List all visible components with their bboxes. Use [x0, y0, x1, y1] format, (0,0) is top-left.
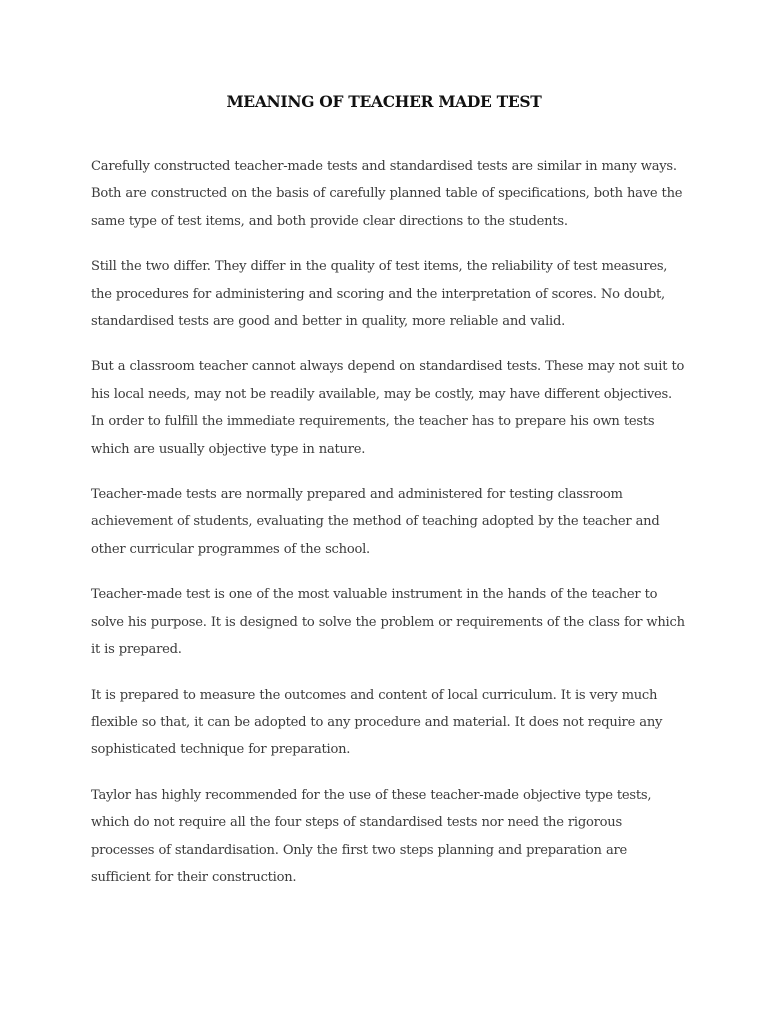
paragraph: [91, 682, 683, 764]
paragraph-line: standardised tests are good and better in quality, more reliable and valid.: [91, 314, 566, 330]
paragraph-line: which are usually objective type in nature.: [91, 441, 366, 457]
paragraph-line: the procedures for administering and scoring and the interpretation of scores. No doubt,: [91, 286, 665, 302]
paragraph-line: Both are constructed on the basis of carefully planned table of specifications, both have the: [91, 186, 683, 202]
document-body: [91, 153, 683, 909]
paragraph-line: Still the two differ. They differ in the quality of test items, the reliability of test measures,: [91, 259, 668, 275]
paragraph-line: it is prepared.: [91, 642, 182, 658]
paragraph-line: achievement of students, evaluating the method of teaching adopted by the teacher and: [91, 514, 660, 530]
paragraph-line: But a classroom teacher cannot always depend on standardised tests. These may not suit to: [91, 359, 685, 375]
paragraph-line: sophisticated technique for preparation.: [91, 742, 351, 758]
paragraph: [91, 153, 683, 235]
paragraph-line: solve his purpose. It is designed to solve the problem or requirements of the class for which: [91, 614, 685, 630]
paragraph-line: It is prepared to measure the outcomes and content of local curriculum. It is very much: [91, 687, 658, 703]
paragraph: [91, 581, 683, 663]
page-title: MEANING OF TEACHER MADE TEST: [226, 92, 542, 111]
paragraph-line: sufficient for their construction.: [91, 869, 297, 885]
paragraph: [91, 782, 683, 892]
paragraph-line: same type of test items, and both provide clear directions to the students.: [91, 213, 568, 229]
paragraph-line: other curricular programmes of the school.: [91, 541, 370, 557]
paragraph-line: processes of standardisation. Only the first two steps planning and preparation are: [91, 842, 628, 858]
paragraph-line: Teacher-made test is one of the most valuable instrument in the hands of the teacher to: [91, 587, 658, 603]
paragraph-line: In order to fulfill the immediate requirements, the teacher has to prepare his own tests: [91, 414, 655, 430]
paragraph: [91, 481, 683, 563]
paragraph-line: flexible so that, it can be adopted to any procedure and material. It does not require any: [91, 714, 663, 730]
paragraph-line: Taylor has highly recommended for the use of these teacher-made objective type tests,: [91, 787, 652, 803]
paragraph-line: Teacher-made tests are normally prepared and administered for testing classroom: [91, 487, 623, 503]
paragraph: [91, 353, 683, 463]
paragraph-line: Carefully constructed teacher-made tests and standardised tests are similar in many ways.: [91, 159, 677, 174]
paragraph: [91, 253, 683, 335]
paragraph-line: his local needs, may not be readily available, may be costly, may have different objectives.: [91, 386, 672, 402]
paragraph-line: which do not require all the four steps of standardised tests nor need the rigorous: [91, 815, 622, 831]
